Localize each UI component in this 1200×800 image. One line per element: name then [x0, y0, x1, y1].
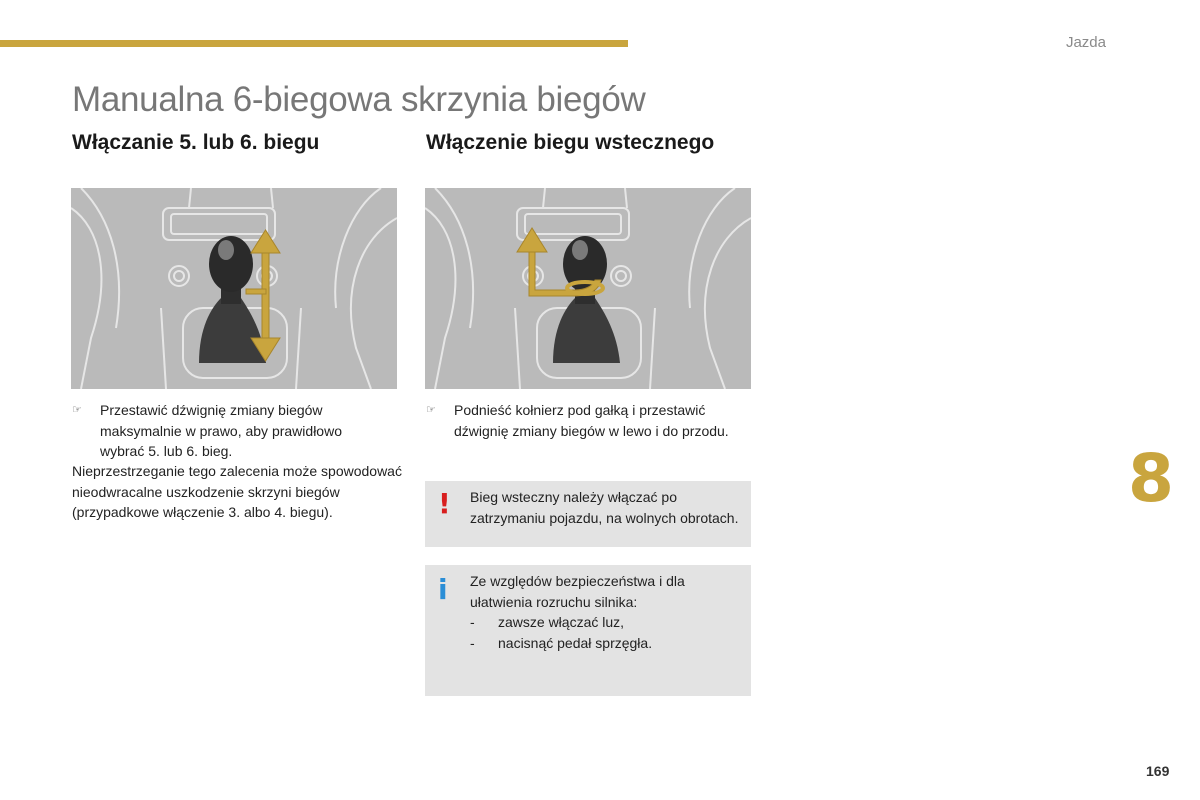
info-box	[425, 565, 751, 696]
right-instruction-text: Podnieść kołnierz pod gałką i przestawić dźwignię zmiany biegów w lewo i do przodu.	[454, 402, 729, 439]
right-column-heading: Włączenie biegu wstecznego	[426, 131, 715, 154]
info-text: Ze względów bezpieczeństwa i dla ułatwienia rozruchu silnika:	[470, 573, 685, 610]
info-list-item-text: zawsze włączać luz,	[498, 614, 625, 630]
left-column-heading: Włączanie 5. lub 6. biegu	[72, 131, 320, 154]
left-caution-note: Nieprzestrzeganie tego zalecenia może spowodować nieodwracalne uszkodzenie skrzyni biegów (przypadkowe włączenie 3. albo 4. biegu).	[72, 463, 402, 520]
hand-pointer-icon: ☞	[426, 404, 436, 416]
dash-marker: -	[470, 634, 475, 651]
hand-pointer-icon: ☞	[72, 404, 82, 416]
info-list-item-text: nacisnąć pedał sprzęgła.	[498, 634, 653, 651]
info-icon: i	[438, 573, 448, 606]
chapter-number: 8	[1128, 440, 1174, 517]
section-name: Jazda	[1065, 34, 1106, 51]
warning-box	[425, 481, 751, 547]
gear-shift-illustration-5-6	[71, 188, 397, 389]
exclamation-icon: !	[438, 487, 451, 520]
warning-text: Bieg wsteczny należy włączać po zatrzymaniu pojazdu, na wolnych obrotach.	[470, 489, 739, 526]
info-content	[470, 571, 740, 653]
gear-shift-illustration-reverse	[425, 188, 751, 389]
dash-marker: -	[470, 614, 475, 630]
header-accent-bar	[0, 40, 628, 47]
page-title: Manualna 6-biegowa skrzynia biegów	[72, 80, 646, 119]
page-number: 169	[1146, 763, 1170, 779]
left-instruction-text: Przestawić dźwignię zmiany biegów maksymalnie w prawo, aby prawidłowo wybrać 5. lub 6. bieg.	[100, 402, 342, 459]
info-list-item	[470, 612, 740, 633]
info-list-item	[470, 633, 740, 654]
